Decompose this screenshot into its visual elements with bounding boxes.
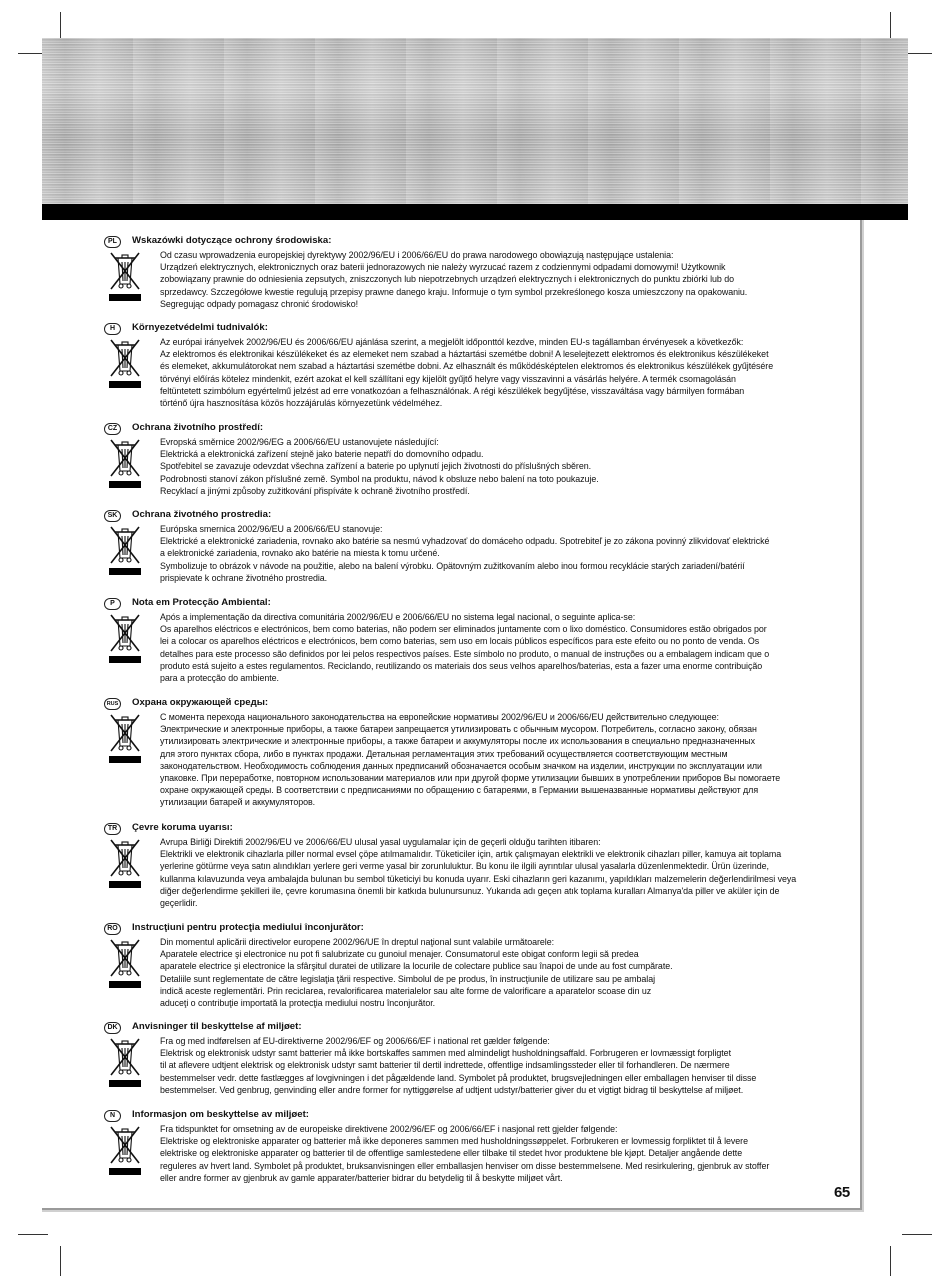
crop-mark	[890, 1246, 891, 1276]
body-line: reguleres av hvert land. Symbolet på produktet, bruksanvisningen eller emballasjen henviser om disse bestemmelsene. Med resirkulering, gjenbruk av stoffer	[160, 1160, 770, 1171]
section-title: Nota em Protecção Ambiental:	[132, 597, 271, 608]
crossed-out-wheelie-bin-icon	[108, 612, 142, 668]
crossed-out-wheelie-bin-icon	[108, 712, 142, 768]
country-code-badge: TR	[104, 823, 121, 835]
body-line: С момента перехода национального законодательства на европейские нормативы 2002/96/EU и 2006/66/EU действительно следующее:	[160, 712, 719, 722]
body-line: Após a implementação da directiva comunitária 2002/96/EU e 2006/66/EU no sistema legal nacional, o seguinte aplica-se:	[160, 612, 636, 622]
body-line: утилизировать электрические и электронные приборы, а также батареи и аккумуляторы после их использования в специально предназначенных	[160, 736, 756, 747]
body-line: Podrobnosti stanoví zákon příslušné země. Symbol na produktu, návod k obsluze nebo balení na toto poukazuje.	[160, 473, 599, 484]
section-title: Instrucţiuni pentru protecţia mediului înconjurător:	[132, 922, 364, 933]
body-line: Fra og med indførelsen af EU-direktiverne 2002/96/EF og 2006/66/EF i national ret gælder følgende:	[160, 1036, 550, 1046]
body-line: Segregując odpady pomagasz chronić środowisko!	[160, 298, 358, 309]
body-line: til at aflevere udtjent elektrisk og elektronisk udstyr samt batterier til dertil indrettede, offentlige indsamlingssteder eller til forhandleren. De nærmere	[160, 1060, 730, 1071]
section-title: Anvisninger til beskyttelse af miljøet:	[132, 1021, 302, 1032]
body-line: bestemmelser vedr. dette fastlægges af lovgivningen i det pågældende land. Symbolet på produktet, brugsvejledningen eller emballagen henviser til disse	[160, 1072, 757, 1083]
body-line: diğer değerlendirme şekilleri ile, çevre korumasına önemli bir katkıda bulunursunuz. Yukarıda adı geçen atık toplama kuralları Almanya'da piller ve aküler için de	[160, 885, 780, 896]
body-line: történő újra hasznosítása közös hozzájárulás környezetünk védelméhez.	[160, 398, 443, 409]
body-line: Fra tidspunktet for omsetning av de europeiske direktivene 2002/96/EF og 2006/66/EF i nasjonal rett gjelder følgende:	[160, 1124, 618, 1134]
body-line: sprzedawcy. Szczegółowe kwestie regulują przepisy prawne danego kraju. Informuje o tym symbol przekreślonego kosza umieszczony na opakowaniu.	[160, 286, 748, 297]
body-line: produto está sujeito a estes regulamentos. Reciclando, reutilizando os materiais dos seus velhos aparelhos/baterias, esta a fazer uma enorme contribuição	[160, 660, 763, 671]
body-line: lei a colocar os aparelhos eléctricos e electrónicos, bem como baterias, sem uso em locais públicos específicos para este efeito ou no ponto de venda. Os	[160, 636, 760, 647]
body-line: detalhes para este processo são definidos por lei pelos respectivos países. Este símbolo no produto, o manual de instruções ou a embalagem indicam que o	[160, 648, 770, 659]
body-line: eller andre former av gjenbruk av gamle apparater/batterier bidrar du betydelig til å beskytte miljøet vårt.	[160, 1172, 563, 1183]
body-line: охране окружающей среды. В соответствии с предписаниями по обращению с батареями, в Германии вышеназванные нормативы действуют для	[160, 785, 759, 796]
section-body	[160, 936, 848, 1009]
body-line: Elektrisk og elektronisk udstyr samt batterier må ikke bortskaffes sammen med almindeligt husholdningsaffald. Forbrugeren er lovmæssigt forpligtet	[160, 1048, 731, 1059]
body-line: yerlerine götürme veya satın alındıkları yerlere geri verme yasal bir zorunluluktur. Bu konu ile ilgili ayrıntılar ulusal yasalarla düzenlenmektedir. Ürün üzerinde,	[160, 861, 769, 872]
body-line: para a protecção do ambiente.	[160, 673, 279, 684]
section-title: Wskazówki dotyczące ochrony środowiska:	[132, 235, 332, 246]
body-line: Elektrikli ve elektronik cihazlarla piller normal evsel çöpe atılmamalıdır. Tüketiciler için, artık çalışmayan elektrikli ve elektronik cihazları piller, kamuya ait toplama	[160, 849, 782, 860]
body-line: törvényi előírás kötelez mindenkit, ezért azokat el kell szállítani egy kijelölt gyűjtő helyre vagy visszavinni a vásárlás helyére. A termék csomagolásán	[160, 373, 736, 384]
country-code-badge: SK	[104, 510, 121, 522]
body-line: Recyklací a jinými způsoby zužitkování přispíváte k ochraně životního prostředí.	[160, 485, 470, 496]
header-black-bar	[42, 204, 908, 220]
body-line: elektriske og elektroniske apparater og batterier til de offentlige samlestedene eller tilbake til stedet hvor produktene ble kjøpt. Detaljer angående dette	[160, 1148, 743, 1159]
country-code-badge: P	[104, 598, 121, 610]
brushed-metal-header	[42, 38, 908, 204]
body-line: zobowiązany prawnie do odniesienia zepsutych, zniszczonych lub niepotrzebnych urządzeń elektrycznych i elektronicznych do punktu zbiórki lub do	[160, 274, 734, 285]
body-line: Symbolizuje to obrázok v návode na použitie, alebo na balení výrobku. Opätovným zužitkovaním alebo inou formou recyklácie starých zariadení/batérií	[160, 560, 745, 571]
crossed-out-wheelie-bin-icon	[108, 437, 142, 493]
section-body	[160, 1035, 848, 1096]
country-code-badge: H	[104, 323, 121, 335]
body-line: Din momentul aplicării directivelor europene 2002/96/UE în dreptul naţional sunt valabile următoarele:	[160, 937, 555, 947]
section-title: Çevre koruma uyarısı:	[132, 822, 233, 833]
body-line: Evropská směrnice 2002/96/EG a 2006/66/EU ustanovujete následující:	[160, 437, 439, 447]
crossed-out-wheelie-bin-icon	[108, 524, 142, 580]
crossed-out-wheelie-bin-icon	[108, 337, 142, 393]
crossed-out-wheelie-bin-icon	[108, 837, 142, 893]
section-title: Охрана окружающей среды:	[132, 697, 269, 708]
body-line: feltüntetett szimbólum egyértelmű jelzést ad erre vonatkozóan a felhasználónak. A régi készülékek begyűjtése, visszaváltása vagy bármilyen formában	[160, 385, 745, 396]
country-code-badge: RO	[104, 923, 121, 935]
body-line: aduceţi o contribuţie importată la protecţia mediului nostru înconjurător.	[160, 998, 436, 1009]
section-title: Ochrana životného prostredia:	[132, 509, 272, 520]
section-body	[160, 836, 848, 909]
section-body	[160, 711, 848, 809]
country-code-badge: N	[104, 1110, 121, 1122]
body-line: Spotřebitel se zavazuje odevzdat všechna zařízení a baterie po uplynutí jejich životnosti do příslušných sběren.	[160, 461, 592, 472]
body-line: упаковке. При переработке, повторном использовании материалов или при другой форме утилизации бывших в употреблении приборов Вы помогаете	[160, 773, 781, 784]
crossed-out-wheelie-bin-icon	[108, 1124, 142, 1180]
section-body	[160, 1123, 848, 1184]
crossed-out-wheelie-bin-icon	[108, 250, 142, 306]
body-line: indică aceste reglementări. Prin reciclarea, revalorificarea materialelor sau alte forme de valorificare a aparatelor scoase din uz	[160, 985, 652, 996]
section-title: Informasjon om beskyttelse av miljøet:	[132, 1109, 310, 1120]
section-body	[160, 336, 848, 409]
section-body	[160, 436, 848, 497]
body-line: законодательством. Необходимость соблюдения данных предписаний обозначается особым значком на изделии, инструкции по эксплуатации или	[160, 760, 762, 771]
body-line: Os aparelhos eléctricos e electrónicos, bem como baterias, não podem ser eliminados juntamente com o lixo doméstico. Consumidores estão obrigados por	[160, 624, 767, 635]
body-line: Od czasu wprowadzenia europejskiej dyrektywy 2002/96/EU i 2006/66/EU do prawa narodowego obowiązują następujące ustalenia:	[160, 250, 674, 260]
body-line: утилизации батарей и аккумуляторов.	[160, 797, 316, 808]
crossed-out-wheelie-bin-icon	[108, 937, 142, 993]
crop-mark	[18, 1234, 48, 1235]
body-line: Elektrické a elektronické zariadenia, rovnako ako batérie sa nesmú vyhadzovať do domáceho odpadu. Spotrebiteľ je zo zákona povinný zlikvidovať elektrické	[160, 536, 770, 547]
section-title: Ochrana životního prostředí:	[132, 422, 264, 433]
frame-shadow	[862, 220, 864, 1210]
country-code-badge: DK	[104, 1022, 121, 1034]
body-line: Az elektromos és elektronikai készülékeket és az elemeket nem szabad a háztartási szemétbe dobni! A leselejtezett elektromos és elektronikus készülékeket	[160, 349, 769, 360]
body-line: bestemmelser. Ved genbrug, genvinding eller andre former for nyttiggørelse af udtjent udstyr/batterier giver du et vigtigt bidrag til beskyttelse af miljøet.	[160, 1084, 744, 1095]
country-code-badge: PL	[104, 236, 121, 248]
body-line: Detaliile sunt reglementate de către legislaţia ţării respective. Simbolul de pe produs, în instrucţiunile de utilizare sau pe ambalaj	[160, 973, 656, 984]
body-line: Európska smernica 2002/96/EU a 2006/66/EU stanovuje:	[160, 524, 383, 534]
body-line: a elektronické zariadenia, rovnako ako batérie na miesta k tomu určené.	[160, 548, 440, 559]
body-line: Aparatele electrice şi electronice nu pot fi salubrizate cu gunoiul menajer. Consumatorul este obigat conform legii să predea	[160, 949, 639, 960]
body-line: Elektrická a elektronická zařízení stejně jako baterie nepatří do domovního odpadu.	[160, 449, 484, 460]
country-code-badge: RUS	[104, 698, 121, 710]
crop-mark	[60, 1246, 61, 1276]
section-title: Környezetvédelmi tudnivalók:	[132, 322, 268, 333]
body-line: Электрические и электронные приборы, а также батареи запрещается утилизировать с обычным мусором. Потребитель, согласно закону, обязан	[160, 724, 757, 735]
body-line: Az európai irányelvek 2002/96/EU és 2006/66/EU ajánlása szerint, a megjelölt időponttól kezdve, minden EU-s tagállamban érvényesek a következők:	[160, 337, 744, 347]
section-body	[160, 523, 848, 584]
body-line: Urządzeń elektrycznych, elektronicznych oraz baterii jednorazowych nie należy wyrzucać razem z codziennymi odpadami domowymi! Użytkownik	[160, 262, 726, 273]
body-line: és elemeket, akkumulátorokat nem szabad a háztartási szemétbe dobni. Az elhasznált és működésképtelen elektromos és elektronikus készülékek gyűjtésére	[160, 361, 774, 372]
section-body	[160, 249, 848, 310]
section-body	[160, 611, 848, 684]
body-line: geçerlidir.	[160, 898, 198, 909]
body-line: kullanma kılavuzunda veya ambalajda bulunan bu sembol tüketiciyi bu konuda uyarır. Eski cihazların geri kazanımı, yapıldıkları malzemelerin değerlendirilmesi veya	[160, 873, 797, 884]
crossed-out-wheelie-bin-icon	[108, 1036, 142, 1092]
body-line: aparatele electrice şi electronice la sfârşitul duratei de utilizare la locurile de colectare publice sau înapoi de unde au fost cumpărate.	[160, 961, 673, 972]
frame-shadow	[42, 1210, 864, 1212]
crop-mark	[902, 1234, 932, 1235]
body-line: prispievate k ochrane životného prostredia.	[160, 572, 328, 583]
body-line: для этого пунктах сбора, либо в пунктах продажи. Детальная регламентация этих требований осуществляется соответствующим местным	[160, 748, 728, 759]
country-code-badge: CZ	[104, 423, 121, 435]
body-line: Avrupa Birliği Direktifi 2002/96/EU ve 2006/66/EU ulusal yasal uygulamalar için de geçerli olduğu tarihten itibaren:	[160, 837, 601, 847]
body-line: Elektriske og elektroniske apparater og batterier må ikke deponeres sammen med husholdningssøppelet. Forbrukeren er lovmessig forpliktet til å levere	[160, 1136, 748, 1147]
page-number: 65	[834, 1184, 850, 1201]
